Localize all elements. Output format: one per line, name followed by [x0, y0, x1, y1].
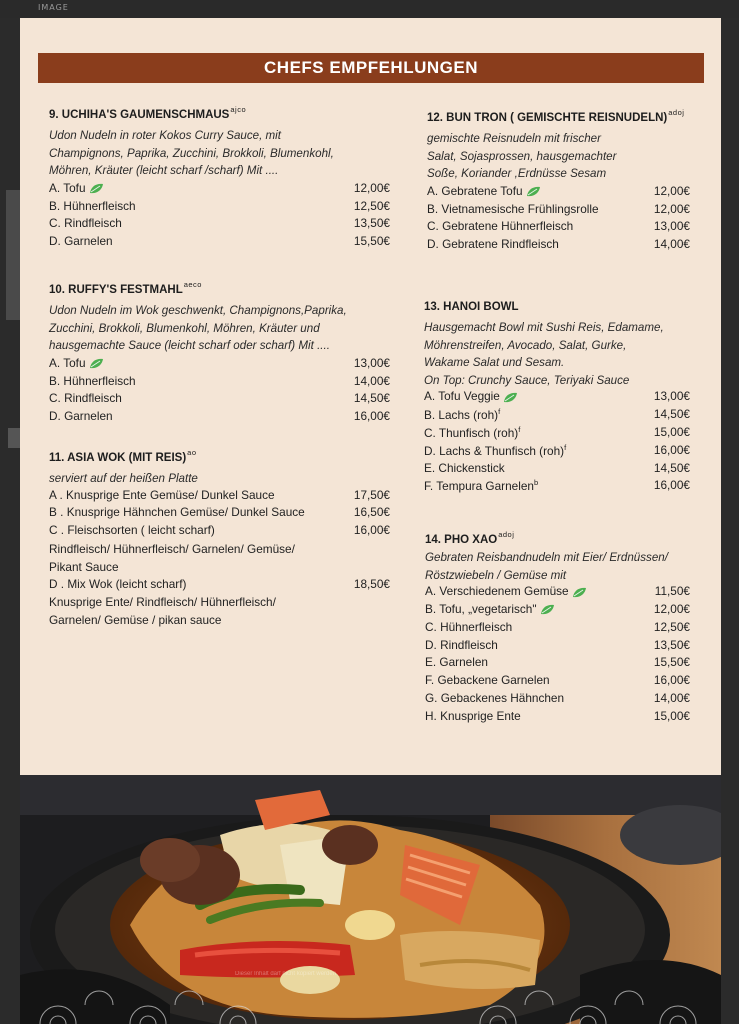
menu-item: B. Lachs (roh)$^f$ 14,50€	[424, 407, 690, 423]
menu-section-14	[425, 530, 690, 727]
background-strip	[8, 428, 20, 448]
menu-item: D. Rindfleisch 13,50€	[425, 637, 690, 652]
background-strip	[6, 190, 20, 320]
menu-item: C . Fleischsorten ( leicht scharf) 16,00€	[49, 523, 390, 538]
menu-item: A. Verschiedenem Gemüse 11,50€	[425, 584, 690, 599]
section-title: 11. ASIA WOK (MIT REIS)$^{ao}$	[49, 448, 197, 464]
menu-page	[20, 18, 721, 1024]
menu-item: E. Chickenstick 14,50€	[424, 460, 690, 475]
menu-item: D. Garnelen 16,00€	[49, 409, 390, 424]
menu-item: A. Tofu 12,00€	[49, 180, 390, 195]
menu-item: B. Hühnerfleisch 14,00€	[49, 373, 390, 388]
food-photo	[20, 775, 721, 1024]
sizzling-plate-illustration	[20, 775, 721, 1024]
menu-item: A. Tofu Veggie 13,00€	[424, 389, 690, 404]
menu-item: C. Rindfleisch 13,50€	[49, 216, 390, 231]
menu-item: C. Rindfleisch 14,50€	[49, 391, 390, 406]
section-title: 10. RUFFY'S $FESTMAHL^{aeco}$	[49, 280, 202, 296]
menu-section-10	[49, 280, 390, 427]
menu-item: C. Hühnerfleisch 12,50€	[425, 619, 690, 634]
vegan-leaf-icon	[89, 358, 104, 369]
menu-item: B . Knusprige Hähnchen Gemüse/ Dunkel Sauce 16,50€	[49, 505, 390, 520]
section-title: 14. PHO $XAO^{adoj}$	[425, 530, 515, 546]
menu-item: D. Garnelen 15,50€	[49, 234, 390, 249]
section-description: serviert auf der heißen Platte	[49, 472, 198, 485]
menu-section-11	[49, 448, 390, 630]
section-title: 9. UCHIHA'S $GAUMENSCHMAUS^{ajco}$	[49, 105, 247, 121]
menu-item: G. Gebackenes Hähnchen 14,00€	[425, 690, 690, 705]
menu-item: B. Vietnamesische Frühlingsrolle 12,00€	[427, 201, 690, 216]
vegan-leaf-icon	[572, 587, 587, 598]
menu-item: A . Knusprige Ente Gemüse/ Dunkel Sauce 17,50€	[49, 487, 390, 502]
menu-item: D . Mix Wok (leicht scharf) 18,50€	[49, 576, 390, 591]
menu-item: F. Gebackene Garnelen 16,00€	[425, 673, 690, 688]
menu-section-12	[427, 108, 690, 255]
menu-item: A. Gebratene Tofu 12,00€	[427, 183, 690, 198]
menu-section-13	[424, 301, 690, 496]
menu-item: C. Thunfisch (roh)$^f$ 15,00€	[424, 424, 690, 440]
menu-item: B. Tofu, „vegetarisch" 12,00€	[425, 601, 690, 616]
menu-item: F. Tempura Garnelen$^b$ 16,00€	[424, 478, 690, 494]
item-details: Rindfleisch/ Hühnerfleisch/ Garnelen/ Gemüse/ Pikant Sauce	[49, 541, 295, 574]
section-description: gemischte Reisnudeln mit frischer Salat, Sojasprossen, hausgemachter Soße, Koriander ,Erdnüsse Sesam	[427, 132, 617, 181]
section-description: Gebraten Reisbandnudeln mit Eier/ Erdnüssen/ Röstzwiebeln / Gemüse mit	[425, 551, 668, 582]
vegan-leaf-icon	[540, 604, 555, 615]
section-description: Udon Nudeln in roter Kokos Curry Sauce, mit Champignons, Paprika, Zucchini, Brokkoli, Blumenkohl, Möhren, Kräuter (leicht scharf /scharf) Mit ....	[49, 129, 334, 178]
section-title: 13. HANOI BOWL	[424, 301, 519, 313]
menu-item: D. Gebratene Rindfleisch 14,00€	[427, 237, 690, 252]
section-description: Udon Nudeln im Wok geschwenkt, Champignons,Paprika, Zucchini, Brokkoli, Blumenkohl, Möhren, Kräuter und hausgemachte Sauce (leicht scharf oder scharf) Mit ....	[49, 304, 347, 353]
section-title: 12. BUN TRON ( GEMISCHTE REISNUDELN)$^{adoj}$	[427, 108, 685, 124]
vegan-leaf-icon	[526, 186, 541, 197]
item-details: Knusprige Ente/ Rindfleisch/ Hühnerfleisch/ Garnelen/ Gemüse / pikan sauce	[49, 595, 276, 628]
vegan-leaf-icon	[89, 183, 104, 194]
page-title: CHEFS EMPFEHLUNGEN	[264, 58, 478, 77]
vegan-leaf-icon	[503, 392, 518, 403]
top-bar-text: IMAGE	[38, 3, 69, 12]
menu-item: A. Tofu 13,00€	[49, 355, 390, 370]
menu-section-9	[49, 105, 390, 252]
menu-item: B. Hühnerfleisch 12,50€	[49, 198, 390, 213]
header-banner	[38, 53, 704, 83]
menu-item: E. Garnelen 15,50€	[425, 655, 690, 670]
menu-item: H. Knusprige Ente 15,00€	[425, 708, 690, 723]
top-bar	[0, 0, 739, 18]
photo-watermark: Dieser Inhalt darf nicht kopiert werden	[235, 971, 337, 977]
menu-item: C. Gebratene Hühnerfleisch 13,00€	[427, 219, 690, 234]
menu-item: D. Lachs & Thunfisch (roh)$^f$ 16,00€	[424, 442, 690, 458]
section-description: Hausgemacht Bowl mit Sushi Reis, Edamame, Möhrenstreifen, Avocado, Salat, Gurke, Wakame Salat und Sesam. On Top: Crunchy Sauce, Teriyaki Sauce	[424, 321, 664, 387]
